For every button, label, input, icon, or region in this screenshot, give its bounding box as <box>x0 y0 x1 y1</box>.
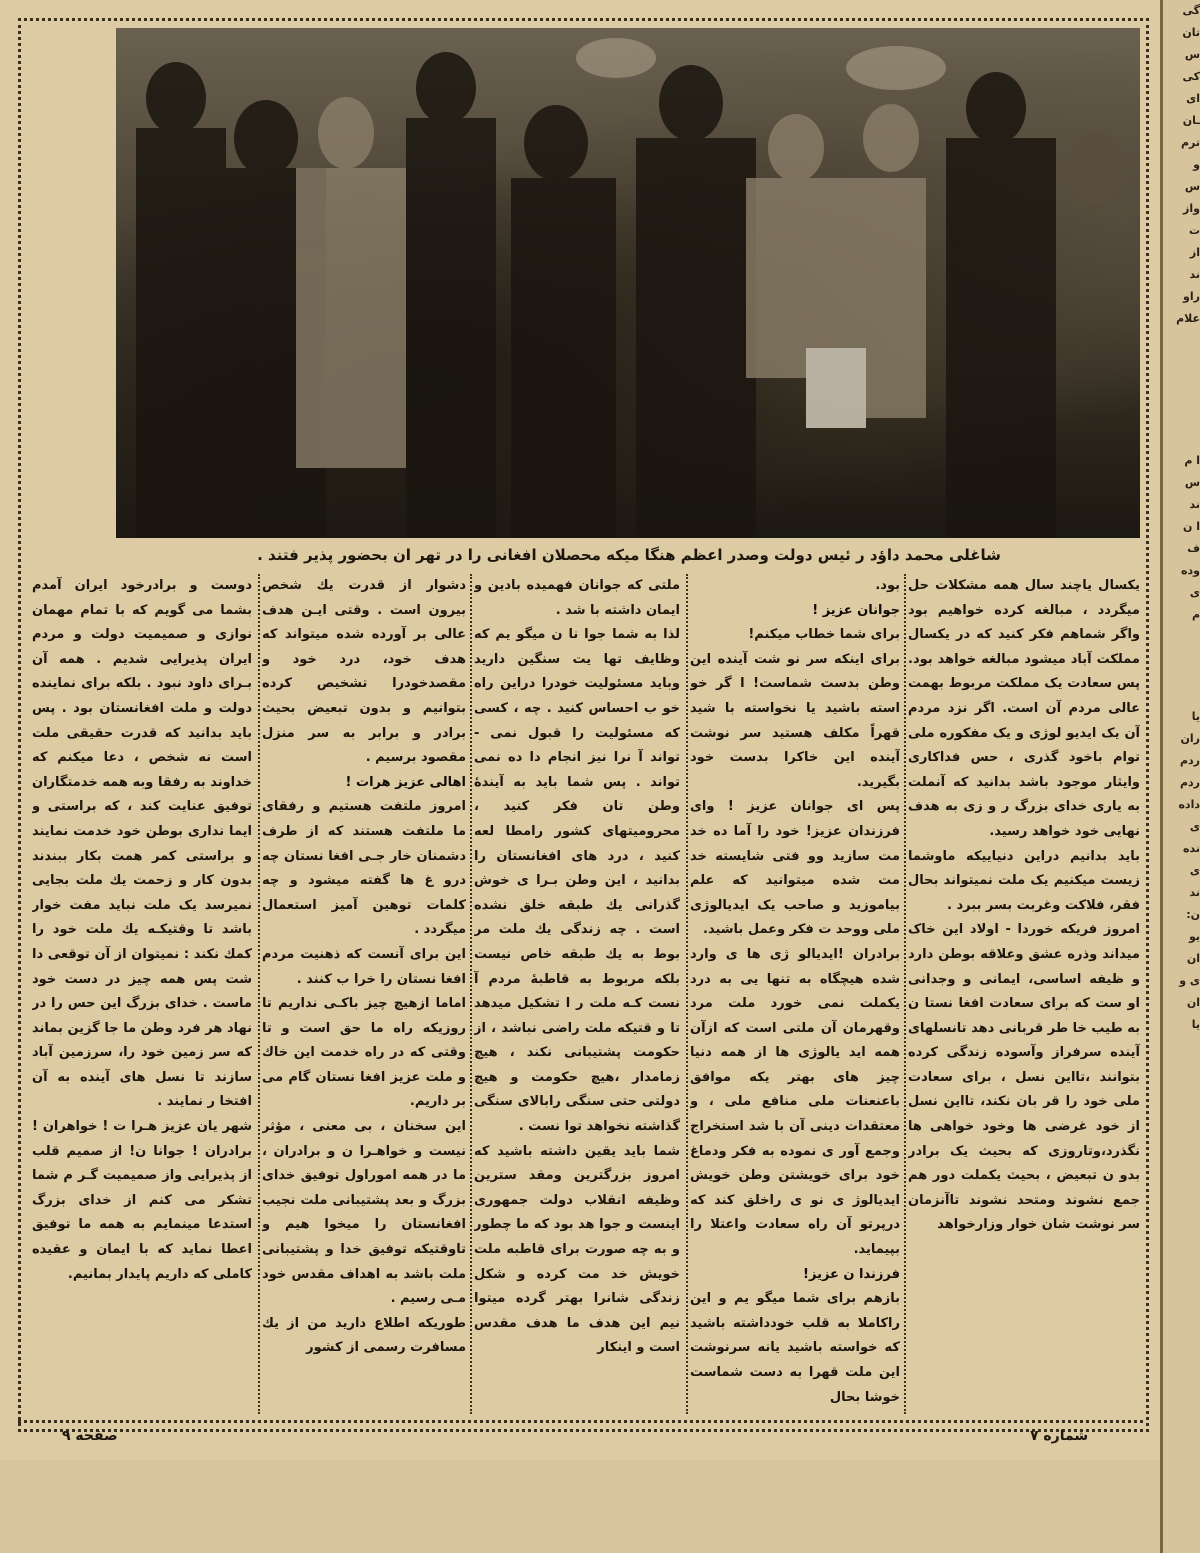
issue-number: شماره ۷ <box>1030 1428 1089 1444</box>
edge-fragment: ای <box>1186 92 1200 105</box>
edge-fragment: ا م <box>1184 454 1200 467</box>
edge-fragment: ردم <box>1179 754 1200 767</box>
paragraph: دوست و برادرخود ایران آمدم بشما می گویم که با تمام مهمان نوازی و صمیمیت دولت و مردم ایران پذیرایی شدیم . همه آن بـرای داود نبود . بلکه برای نماینده دولت و ملت افغانستان بود . پس باید بدانید که قدرت حقیقی ملت است نه شخص ، دعا میکنم که خداوند به رفقا وبه همه خدمتگاران توفیق عنایت کند ، که براستی و ایما نداری بوطن خود خدمت نمایند و براستی کمر همت بکار ببندند بدون کار و زحمت یك ملت بجایی نمیرسد یک ملت نباید مفت خوار باشد تا وقتیکـه یك ملت خود را کمك نکند : نمیتوان از آن توقعی دا شت پس همه چیز در دست خود ماست . خدای بزرگ این حس را در نهاد هر فرد وطن ما جا گزین بماند که سر زمین خود را، سرزمین آباد سازند تا نسل های آینده به آن افتخا ر نمایند . <box>32 578 252 1110</box>
footer-rule <box>18 1420 1143 1423</box>
paragraph: امروز فریکه خوردا - اولاد این خاک میداند وذره عشق وعلاقه بوطن دارد و ظیفه اساسی، ایمانی و وجدانی او ست که برای سعادت افغا نستا ن به طیب خا طر قربانی دهد تانسلهای آینده سرفراز وآسوده زندگی کرده بتوانند ،تااین نسل ، برای سعادت ملی خود را قر بان نکند، تااین نسل از خود غرضی ها وخود خواهی ها نگذرد،وتاروزی که بحیث یک برادر بدو ن تبعیض ، بحیث یکملت دور هم جمع نشوند ومتحد نشوند تاآنزمان سر نوشت شان خوار وزارخواهد <box>908 922 1140 1233</box>
paragraph: برادران !ایدیالو ژی ها ی وارد شده هیچگاه به تنها یی به درد یکملت نمی خورد ملت مرد وقهرمان آن ملتی است که ازآن همه اید یالوژی ها از همه دنیا چیز های بهتر یکه موافق باعنعنات ملی منافع ملی ، و معتقدات دینی آن با شد استخراج وجمع آور ی نموده به فکر ودماغ خود برای خویشتن وطن خویش ایدیالوژ ی نو ی راخلق کند که درپرتو آن راه سعادت واعتلا را بپیماید. <box>690 946 900 1258</box>
edge-fragment: داده <box>1178 798 1200 811</box>
edge-fragment: گی <box>1182 4 1200 17</box>
edge-fragment: س <box>1184 180 1200 193</box>
paragraph: اماما ازهیچ چیز باکـی نداریم تا روزیکه راه ما حق است و تا وقتی که در راه خدمت این خاك و ملت عزیز افغا نستان گام می بر داریم. <box>262 996 466 1110</box>
edge-fragment: ان <box>1186 996 1200 1009</box>
paragraph: باید بدانیم دراین دنیاییکه ماوشما زیست میکنیم یک ملت نمیتواند بحال فقر، فلاکت وغربت بسر ببرد . <box>908 848 1140 913</box>
article-column-2 <box>690 574 900 1414</box>
paragraph: برای اینکه سر نو شت آینده این وطن بدست شماست! ا گر خو استه باشید یا نخواسته با شید قهراً مکلف هستید سر نوشت آینده این خاکرا بدست خود بگیرید. <box>690 651 900 790</box>
edge-fragment: و <box>1193 158 1200 171</box>
edge-fragment: واز <box>1183 202 1200 215</box>
subheading: فرزندا ن عزیز! <box>803 1266 900 1282</box>
paragraph: شما باید یقین داشته باشید که امروز بزرگترین ومقد سترین وظیفه انقلاب دولت جمهوری اینست و جوا هد بود که ما چطور و به چه صورت برای قاطبه ملت خویش خد مت کرده و شکل زندگی شانرا بهتر گرده میتوا نیم این هدف ما هدف مقدس است و اینکار <box>474 1143 680 1356</box>
paragraph: دشوار از قدرت یك شخص بیرون است . وقتی ایـن هدف عالی بر آورده شده میتواند که هدف خود، درد خود و مقصدخودرا تشخیص کرده بتوانیم و بدون تبعیض بحیث برادر و برابر به سر منزل مقصود برسیم . <box>262 578 466 766</box>
paragraph: لذا به شما جوا نا ن میگو یم که وظایف تها یت سنگین دارید وباید مسئولیت خودرا دراین راه خو ب احساس کنید . چه ، کسی که مسئولیت را قبول نمی - تواند آ نرا نیز انجام دا ده نمی تواند . پس شما باید به آیندهٔ وطن تان فکر کنید ، محرومیتهای کشور رامطا لعه کنید ، درد های افغانستان را بدانید ، این وطن بـرا ی خوش گذرانی یك طبقه خلق نشده است . چه زندگی یك ملت مر بوط به یك طبقه خاص نیست بلکه مربوط به قاطبهٔ مردم آ نست کـه ملت ر ا تشکیل میدهد تا و قتیکه ملت راضی نباشد ، از حکومت پشتیبانی نکند ، هیچ زمامدار ،هیچ حکومت و هیچ دولتی حتی سنگی رابالای سنگی گذاشته نخواهد توا نست . <box>474 627 680 1135</box>
edge-fragment: س <box>1184 476 1200 489</box>
edge-fragment: س <box>1184 48 1200 61</box>
edge-fragment: ف <box>1187 542 1200 555</box>
edge-fragment: ی و <box>1179 974 1200 987</box>
column-divider <box>686 574 688 1414</box>
edge-fragment: ت <box>1188 224 1200 237</box>
edge-fragment: ران <box>1180 732 1200 745</box>
edge-fragment: ان <box>1186 952 1200 965</box>
paragraph: طوریکه اطلاع دارید من از یك مسافرت رسمی از کشور <box>262 1315 466 1356</box>
edge-fragment: راو <box>1183 290 1200 303</box>
edge-fragment: ند <box>1189 268 1200 281</box>
adjacent-page-text <box>1163 0 1200 1036</box>
edge-fragment: ی <box>1189 864 1200 877</box>
edge-fragment: ی <box>1189 820 1200 833</box>
page-margin <box>0 1460 1160 1553</box>
article-column-5 <box>32 574 252 1414</box>
paragraph: این برای آنست که ذهنیت مردم افغا نستان را خرا ب کنند . <box>262 946 466 987</box>
paragraph: بود. <box>875 578 900 593</box>
edge-fragment: ا ن <box>1183 520 1200 533</box>
paragraph: پس ای جوانان عزیز ! وای فرزندان عزیز! خود را آما ده خد مت سازید وو فتی شایسته خد مت شده میتوانید که علم بیاموزید و صاحب یک ایدیالوژی ملی ووحد ت فکر وعمل باشید. <box>690 799 900 938</box>
article-column-3 <box>474 574 680 1414</box>
article-column-1 <box>908 574 1140 1414</box>
edge-fragment: ی <box>1189 586 1200 599</box>
page-number: صفحه ۹ <box>62 1428 118 1444</box>
edge-fragment: یا <box>1191 1018 1200 1031</box>
photo-figures <box>116 28 1140 538</box>
edge-fragment: یا <box>1191 710 1200 723</box>
edge-fragment: ـان <box>1182 114 1200 127</box>
subheading: جوانان عزیز ! <box>812 602 900 618</box>
edge-fragment: ن: <box>1186 908 1200 921</box>
paragraph: برای شما خطاب میکنم! <box>748 627 900 643</box>
edge-fragment: وده <box>1181 564 1200 577</box>
column-divider <box>470 574 472 1414</box>
edge-fragment: تان <box>1182 26 1200 39</box>
paragraph: این سخنان ، بی معنی ، مؤثر نیست و خواهـرا ن و برادران ، ما در همه اموراول توفیق خدای بزرگ و بعد پشتیبانی ملت نجیب افغانستان را میخوا هیم و تاوقتیکه توفیق خدا و پشتیبانی ملت باشد به اهداف مقدس خود مـی رسیم . <box>262 1119 466 1307</box>
photo-caption: شاغلی محمد داؤد ر ئیس دولت وصدر اعظم هنگا میکه محصلان افغانی را در تهر ان بحضور پذیر فتند . <box>257 546 1001 564</box>
edge-fragment: ند <box>1189 498 1200 511</box>
edge-fragment: نده <box>1183 842 1200 855</box>
edge-fragment: ترم <box>1180 136 1200 149</box>
paragraph: امروز ملتفت هستیم و رفقای ما ملتفت هستند که از طرف دشمنان خار جـی افغا نستان چه درو غ ها گفته میشود و چه کلمات توهین آمیز استعمال میگردد . <box>262 799 466 938</box>
paragraph: یکسال یاچند سال همه مشکلات حل میگردد ، مبالغه کرده خواهیم بود واگر شماهم فکر کنید که در یکسال مملکت آباد میشود مبالغه خواهد بود. پس سعادت یک مملکت مربوط بهمت عالی مردم آن است. اگر نزد مردم آن یک ایدیو لوژی و یک مفکوره ملی توام باخود گذری ، حس فداکاری وایثار موجود باشد بدانید که آنملت به یاری خدای بزرگ ر و زی به هدف نهایی خود خواهد رسید. <box>908 578 1140 839</box>
edge-fragment: ند <box>1189 886 1200 899</box>
paragraph: شهر یان عزیز هـرا ت ! خواهران !برادران ! جوانا ن! از صمیم قلب از پذیرایی واز صمیمیت گـر م شما تشکر می کنم از خدای بزرگ استدعا مینمایم به همه ما توفیق اعطا نماید که با ایمان و عقیده کاملی که داریم پایدار بمانیم. <box>32 1119 252 1282</box>
column-divider <box>258 574 260 1414</box>
edge-fragment: علام <box>1176 312 1200 325</box>
edge-fragment: ردم <box>1179 776 1200 789</box>
subheading: اهالی عزیز هرات ! <box>345 774 466 790</box>
paragraph: بازهم برای شما میگو یم و این راکاملا به قلب خودداشته باشید که خواسته باشید یانه سرنوشت این ملت قهرا به دست شماست خوشا بحال <box>690 1291 900 1405</box>
edge-fragment: م <box>1191 608 1200 621</box>
edge-fragment: از <box>1189 246 1200 259</box>
column-divider <box>904 574 906 1414</box>
group-photograph <box>116 28 1140 538</box>
adjacent-page-edge <box>1160 0 1200 1553</box>
edge-fragment: کی <box>1182 70 1200 83</box>
paragraph: ملتی که جوانان فهمیده بادین و ایمان داشته با شد . <box>474 578 680 618</box>
edge-fragment: یو <box>1188 930 1200 943</box>
article-column-4 <box>262 574 466 1414</box>
